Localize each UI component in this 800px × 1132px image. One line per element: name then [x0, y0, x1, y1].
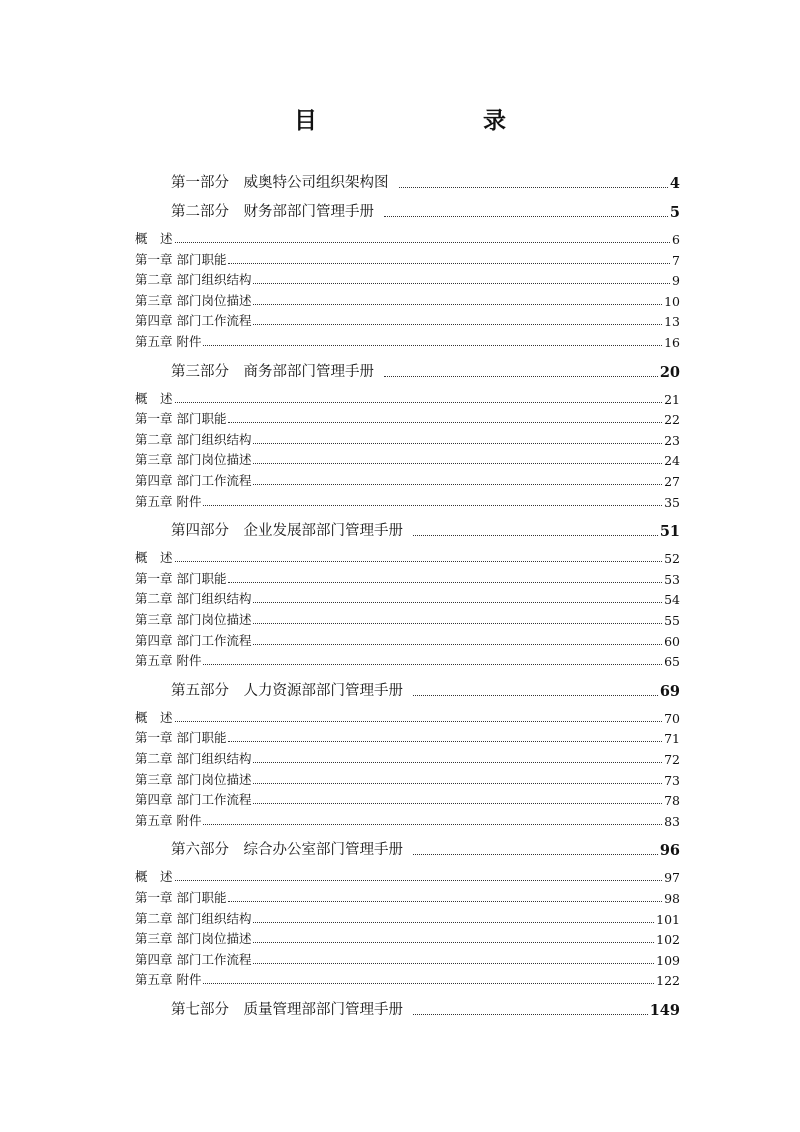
toc-leader-dots — [253, 942, 654, 943]
toc-chapter-entry[interactable] — [135, 248, 680, 268]
toc-chapter-label: 概 述 — [135, 550, 173, 566]
toc-chapter-entry[interactable] — [135, 865, 680, 885]
toc-chapter-entry[interactable] — [135, 907, 680, 927]
toc-leader-dots — [253, 803, 662, 804]
toc-page-number: 60 — [664, 633, 680, 649]
toc-page-number: 16 — [664, 335, 680, 350]
toc-page-number: 53 — [664, 571, 680, 587]
toc-chapter-label: 概 述 — [135, 869, 173, 885]
toc-chapter-label: 第四章 部门工作流程 — [135, 473, 252, 488]
toc-page-number: 52 — [664, 551, 680, 567]
toc-part-entry[interactable] — [171, 197, 680, 221]
toc-page-number: 97 — [664, 870, 680, 886]
toc-page-number: 109 — [656, 952, 680, 968]
toc-leader-dots — [228, 422, 662, 423]
toc-chapter-label: 第五章 附件 — [135, 493, 202, 509]
toc-leader-dots — [413, 695, 658, 696]
toc-part-label: 第一部分 威奥特公司组织架构图 — [171, 175, 389, 191]
toc-part-entry[interactable] — [171, 168, 680, 192]
toc-page-number: 65 — [664, 654, 680, 670]
toc-part-entry[interactable] — [171, 995, 680, 1019]
toc-leader-dots — [175, 561, 663, 562]
toc-leader-dots — [228, 582, 662, 583]
toc-page-number: 122 — [656, 973, 680, 989]
toc-leader-dots — [399, 187, 668, 188]
toc-chapter-label: 第一章 部门职能 — [135, 411, 227, 427]
toc-chapter-entry[interactable] — [135, 968, 680, 988]
toc-chapter-label: 第三章 部门岗位描述 — [135, 931, 252, 947]
toc-chapter-label: 概 述 — [135, 709, 173, 725]
toc-leader-dots — [253, 644, 662, 645]
toc-chapter-label: 第一章 部门职能 — [135, 251, 227, 267]
toc-chapter-label: 第二章 部门组织结构 — [135, 431, 252, 447]
toc-page-number: 102 — [656, 932, 680, 948]
toc-page-number: 20 — [659, 363, 680, 381]
toc-page-number: 96 — [659, 842, 680, 860]
toc-leader-dots — [253, 762, 662, 763]
toc-leader-dots — [253, 922, 654, 923]
toc-page-number: 4 — [669, 175, 680, 192]
toc-page-number: 83 — [664, 813, 680, 829]
toc-chapter-entry[interactable] — [135, 587, 680, 607]
toc-page-number: 27 — [664, 474, 680, 489]
toc-leader-dots — [413, 854, 658, 855]
toc-leader-dots — [175, 880, 663, 881]
toc-page-number: 24 — [664, 453, 680, 469]
toc-chapter-entry[interactable] — [135, 768, 680, 788]
toc-page-number: 78 — [664, 793, 680, 809]
toc-page-number: 101 — [656, 911, 680, 927]
toc-chapter-entry[interactable] — [135, 726, 680, 746]
toc-chapter-label: 概 述 — [135, 231, 173, 246]
toc-chapter-entry[interactable] — [135, 387, 680, 407]
toc-part-entry[interactable] — [171, 357, 680, 381]
toc-chapter-entry[interactable] — [135, 428, 680, 448]
toc-page-number: 5 — [669, 204, 680, 221]
toc-chapter-entry[interactable] — [135, 649, 680, 669]
toc-page-number: 10 — [664, 293, 680, 309]
toc-chapter-label: 第一章 部门职能 — [135, 570, 227, 586]
toc-leader-dots — [413, 1014, 648, 1015]
toc-page-number: 54 — [664, 592, 680, 608]
toc-chapter-entry[interactable] — [135, 706, 680, 726]
toc-chapter-label: 概 述 — [135, 390, 173, 406]
toc-page-number: 51 — [659, 523, 680, 541]
toc-chapter-entry[interactable] — [135, 490, 680, 510]
toc-leader-dots — [228, 263, 670, 264]
toc-page-number: 23 — [664, 432, 680, 448]
toc-chapter-entry[interactable] — [135, 608, 680, 628]
toc-page-number: 73 — [664, 772, 680, 788]
toc-page-number: 22 — [664, 412, 680, 428]
toc-chapter-entry[interactable] — [135, 809, 680, 829]
toc-part-entry[interactable] — [171, 835, 680, 859]
toc-page-number: 149 — [649, 1002, 680, 1019]
toc-chapter-label: 第四章 部门工作流程 — [135, 792, 252, 808]
toc-chapter-entry[interactable] — [135, 546, 680, 566]
toc-part-label: 第二部分 财务部部门管理手册 — [171, 204, 374, 220]
toc-leader-dots — [203, 505, 662, 506]
toc-chapter-entry[interactable] — [135, 407, 680, 427]
toc-page-number: 7 — [672, 252, 680, 268]
toc-page-number: 70 — [664, 710, 680, 726]
toc-leader-dots — [253, 623, 662, 624]
toc-page-number: 35 — [664, 494, 680, 510]
toc-chapter-label: 第二章 部门组织结构 — [135, 591, 252, 607]
toc-leader-dots — [253, 324, 662, 325]
toc-chapter-label: 第二章 部门组织结构 — [135, 751, 252, 766]
toc-page-number: 9 — [672, 273, 680, 289]
toc-chapter-entry[interactable] — [135, 309, 680, 329]
toc-leader-dots — [253, 304, 662, 305]
toc-chapter-label: 第三章 部门岗位描述 — [135, 771, 252, 787]
toc-chapter-entry[interactable] — [135, 227, 680, 247]
toc-leader-dots — [175, 721, 663, 722]
toc-part-label: 第六部分 综合办公室部门管理手册 — [171, 842, 403, 859]
page-title: 目 录 — [294, 107, 546, 134]
toc-chapter-label: 第一章 部门职能 — [135, 890, 227, 905]
toc-chapter-entry[interactable] — [135, 948, 680, 968]
toc-leader-dots — [203, 824, 662, 825]
toc-page-number: 13 — [664, 314, 680, 330]
toc-chapter-label: 第五章 附件 — [135, 812, 202, 828]
toc-chapter-label: 第四章 部门工作流程 — [135, 951, 252, 967]
toc-chapter-label: 第五章 附件 — [135, 334, 202, 349]
toc-chapter-label: 第三章 部门岗位描述 — [135, 452, 252, 468]
toc-leader-dots — [253, 463, 662, 464]
toc-chapter-entry[interactable] — [135, 289, 680, 309]
toc-chapter-entry[interactable] — [135, 448, 680, 468]
toc-leader-dots — [228, 741, 662, 742]
toc-leader-dots — [253, 963, 654, 964]
toc-leader-dots — [175, 402, 663, 403]
toc-chapter-entry[interactable] — [135, 268, 680, 288]
toc-page-number: 55 — [664, 613, 680, 628]
toc-part-entry[interactable] — [171, 516, 680, 540]
toc-chapter-label: 第四章 部门工作流程 — [135, 313, 252, 329]
toc-leader-dots — [253, 443, 662, 444]
toc-chapter-entry[interactable] — [135, 927, 680, 947]
toc-chapter-label: 第五章 附件 — [135, 653, 202, 669]
toc-chapter-entry[interactable] — [135, 886, 680, 906]
toc-page-number: 69 — [659, 682, 680, 700]
toc-part-entry[interactable] — [171, 676, 680, 700]
toc-page-number: 72 — [664, 752, 680, 767]
toc-leader-dots — [384, 216, 668, 217]
toc-chapter-label: 第三章 部门岗位描述 — [135, 612, 252, 627]
toc-page-number: 6 — [672, 232, 680, 247]
toc-chapter-entry[interactable] — [135, 330, 680, 350]
toc-leader-dots — [175, 242, 671, 243]
toc-part-label: 第五部分 人力资源部部门管理手册 — [171, 682, 403, 699]
toc-chapter-entry[interactable] — [135, 788, 680, 808]
toc-leader-dots — [253, 783, 662, 784]
toc-page-number: 98 — [664, 891, 680, 906]
toc-chapter-label: 第一章 部门职能 — [135, 730, 227, 746]
toc-part-label: 第四部分 企业发展部部门管理手册 — [171, 523, 403, 540]
toc-page-number: 71 — [664, 731, 680, 747]
toc-chapter-entry[interactable] — [135, 567, 680, 587]
toc-page-number: 21 — [664, 391, 680, 407]
toc-leader-dots — [253, 602, 662, 603]
toc-chapter-entry[interactable] — [135, 469, 680, 489]
toc-chapter-entry[interactable] — [135, 747, 680, 767]
toc-chapter-label: 第二章 部门组织结构 — [135, 272, 252, 288]
toc-leader-dots — [203, 345, 662, 346]
toc-leader-dots — [203, 983, 654, 984]
toc-chapter-entry[interactable] — [135, 629, 680, 649]
toc-leader-dots — [384, 376, 658, 377]
toc-leader-dots — [413, 535, 658, 536]
toc-chapter-label: 第四章 部门工作流程 — [135, 632, 252, 648]
toc-part-label: 第三部分 商务部部门管理手册 — [171, 363, 374, 380]
toc-chapter-label: 第三章 部门岗位描述 — [135, 292, 252, 308]
toc-leader-dots — [253, 484, 662, 485]
toc-chapter-label: 第二章 部门组织结构 — [135, 910, 252, 926]
toc-leader-dots — [203, 664, 662, 665]
toc-leader-dots — [253, 283, 670, 284]
toc-leader-dots — [228, 901, 662, 902]
toc-chapter-label: 第五章 附件 — [135, 972, 202, 988]
toc-part-label: 第七部分 质量管理部部门管理手册 — [171, 1002, 403, 1018]
